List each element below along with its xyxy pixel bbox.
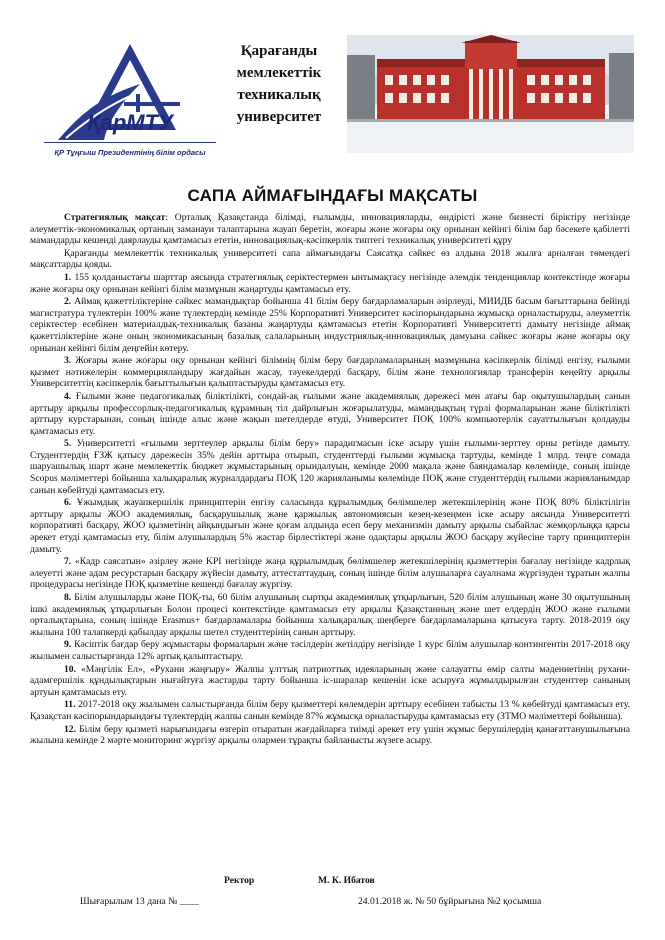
goal-text: Кәсіптік бағдар беру жұмыстары формаларын және тәсілдерін жетілдіру негізінде 1 курс білім алушылар контингентін 2017-2018 оқу жылымен салыстырғанда 12% артық қалыптастыру. — [30, 639, 630, 662]
goal-item — [30, 724, 630, 747]
copies-note: Шығарылым 13 дана № ____ — [80, 896, 199, 907]
goal-number: 8. — [64, 592, 72, 603]
university-name-line: техникалық — [237, 87, 321, 103]
goal-item — [30, 497, 630, 555]
goal-number: 4. — [64, 390, 72, 402]
goal-item — [30, 272, 630, 295]
university-name — [224, 40, 334, 128]
goal-text: Ғылыми және педагогикалық біліктілікті, сондай-ақ ғылыми және академиялық дәрежесі мен атағы бар оқытушылардың санын арттыру арқылы профессорлық-педагогикалық құрамның тіл дайрлығын жоғарылатуды, мамандықтың түрлі формаларынан және біліктілікті арттыру курстарынан, соның ішінде алыс және жақын шетелдерде өтуді, Университет ПОҚ 100% компьютерлік сауаттылығын қолдауды қамтамасыз ету. — [30, 390, 630, 437]
signature-role: Ректор — [224, 875, 255, 886]
goal-item — [30, 438, 630, 496]
goal-number: 9. — [64, 639, 72, 651]
goal-text: «Мәңгілік Ел», «Рухани жаңғыру» Жалпы ұлттық патриоттық идеяларының және салауатты өмір салты мәдениетінің рухани-адамгершілік құндылықтарын нығайтуға жастарды тарту бойынша іс-шаралар кешенін іске асыруға жұмылдырылған студенттер санының артуын қамтамасыз ету. — [30, 663, 630, 698]
signature-name: М. К. Ибатов — [318, 875, 375, 886]
goal-text: Университетті «ғылыми зерттеулер арқылы білім беру» парадигмасын іске асыру үшін ғылыми-зерттеу орны ретінде дамыту. Студенттердің ҒЗЖ қатысу дәрежесін 35% дейін арттыра отырып, студенттерді ғылыми жұмысқа тартуды, кемінде 1 млрд. теңге сомада шаруашылық шарт және мемлекеттік бюджет жұмыстарының орындалуын, кемінде 2000 мақала және баяндамалар көлемінде, соның ішінде Scopus мәліметтері бойынша халықаралық журналдардағы ПОҚ 120 жарияланымы көлемінде ПОҚ және студенттердің ғылыми жарияланымдар санын көбейтуді қамтамасыз ету. — [30, 438, 630, 496]
goal-item — [30, 592, 630, 638]
goal-number: 12. — [64, 723, 76, 735]
university-name-line: Қарағанды — [240, 43, 318, 59]
university-name-line: университет — [236, 109, 322, 125]
goal-number: 7. — [64, 556, 72, 568]
goal-text: «Кадр саясатын» әзірлеу және KPI негізінде жаңа құрылымдық бөлімшелер жетекшілерінің қызметтерін бағалау негізінде кадрлық әлеуетті және адам ресурстарын басқару жүйесін дамыту, аттестаттаудың, соның ішінде білім алушыларға сауалнама жүргізуден тұратын жалпы процедурасы негізінде ПОҚ қызметіне кешенді бағалау жүргізу. — [30, 556, 630, 591]
campus-photo — [347, 35, 634, 153]
intro-paragraph: Қарағанды мемлекеттік техникалық университеті сапа аймағындағы Саясатқа сәйкес өз алдына 2018 жылға арналған төмендегі мақсаттарды қояды. — [30, 247, 630, 271]
goal-number: 5. — [64, 438, 72, 450]
order-note: 24.01.2018 ж. № 50 бұйрығына №2 қосымша — [358, 896, 542, 907]
goal-text: Ұжымдық жауапкершілік принциптерін енгізу саласында құрылымдық бөлімшелер жетекшілерінің және ПОҚ 80% біліктілігін арттыру арқылы ЖОО академиялық, басқарушылық және қаржылық автономиясын кезең-кезеңмен іске асыру аясында Университетті корпоративті басқару, ЖОО қызметінің айқындығын және қоғам алдында есеп беру механизмін дамыту арқылы сыбайлас жемқорлыққа қарсы әрекет етуді қамтамасыз ету, білім алушылардың 5% жастар бірлестіктері және одақтары арқылы ЖОО басқару жүйесіне тарту принциптерін дамыту. — [30, 497, 630, 555]
goal-text: Білім алушыларды және ПОҚ-ты, 60 білім алушының сыртқы академиялық ұтқырлығын, 520 білім алушының және 30 оқытушының ішкі академиялық ұтқырлығын Болон процесі контекстінде қамтамасыз ету арқылы Қазақстанның және шет елдердің ЖОО және ғылыми орталықтарына, соның ішінде Erasmus+ бағдарламалары бойынша халықаралық шеңберге бағдарламаларына қатысуға тарту. 2018-2019 оқу жылына 100 талапкерді қабылдау арқылы шетел студенттерінің санын арттыру. — [30, 592, 630, 638]
university-logo — [44, 40, 216, 160]
goal-item — [30, 639, 630, 662]
goal-item — [30, 699, 630, 722]
strategic-goal-paragraph — [30, 212, 630, 247]
goal-item — [30, 391, 630, 437]
page-title: САПА АЙМАҒЫНДАҒЫ МАҚСАТЫ — [187, 186, 478, 205]
goal-number: 10. — [64, 663, 76, 675]
strategic-goal-text: : Орталық Қазақстанда білімді, ғылымды, инновацияларды, өндірісті және бизнесті біріктіру негізінде әлеуметтік-экономикалық ортаның заманауи талаптарына жауап беретін, жоғары және жоғары оқу орнынан кейінгі білім бар бәсекеге қабілетті мамандарды кешенді даярлауды қамтамасыз ететін, инновациялық-кәсіпкерлік типтегі техникалық университеті құру — [30, 212, 630, 247]
goal-item — [30, 556, 630, 591]
goal-text: Аймақ қажеттіліктеріне сәйкес мамандықтар бойынша 41 білім беру бағдарламаларын әзірлеуді, МИИДБ басым бағыттарына бейінді магистратура түлектерін 100% және түлектердің кемінде 25% Корпоративті Университет кәсіпорындарына жұмысқа орналастыруды, әлеуметтік серіктестер есебінен материалдық-техникалық базаны жаңартуды қамтамасыз ететін Корпоративті Университетті дамыту негізінде аймақ қажеттіліктеріне және оның экономикасының базалық салаларының индустриялық-инновациялық дамуына сәйкес жоғары және жоғары оқу орнынан кейінгі білім деңгейін көтеру. — [30, 296, 630, 354]
goal-number: 3. — [64, 355, 72, 367]
goal-text: Жоғары және жоғары оқу орнынан кейінгі білімнің білім беру бағдарламаларының мазмұнына кәсіпкерлік білімді енгізу, ғылыми қызмет нәтижелерін коммерцияландыру жағдайын жасау, тәуекелдерді басқару, білім және технологиялар трансферін кеңейту арқылы Университеттің кәсіпкерлік бағыттылығын қалыптастыруды қамтамасыз ету. — [30, 355, 630, 390]
goal-text: Білім беру қызметі нарығындағы өзгеріп отыратын жағдайларға тиімді әрекет ету үшін жұмыс берушілердің қанағаттанушылығына жылына кемінде 2 мәрте мониторинг жүргізу арқылы олармен тұрақты байланысты жүзеге асыру. — [30, 723, 630, 747]
goal-number: 11. — [64, 699, 76, 711]
logo-subtitle: ҚР Тұңғыш Президентінің білім ордасы — [54, 148, 206, 157]
goal-number: 6. — [64, 497, 72, 509]
logo-text: ҚарМТУ — [87, 110, 173, 135]
goal-text: 155 қолданыстағы шарттар аясында стратегиялық серіктестермен ынтымақтасу негізінде әлемдік тенденциялар контекстінде жоғары және жоғары оқу орнынан кейінгі білім мазмұнын жаңартуды қамтамасыз ету. — [30, 271, 630, 295]
goal-item — [30, 355, 630, 390]
goal-number: 1. — [64, 271, 72, 283]
strategic-goal-label: Стратегиялық мақсат — [64, 212, 166, 223]
goal-item — [30, 664, 630, 699]
goal-item — [30, 296, 630, 354]
document-body — [30, 212, 630, 748]
university-name-line: мемлекеттік — [236, 65, 322, 81]
goal-text: 2017-2018 оқу жылымен салыстырғанда білім беру қызметтері көлемдерін арттыру есебінен табысты 13 % көбейтуді қамтамасыз ету. Қазақстан кәсіпорындарындағы түлектердің жалпы санын кемінде 87% жұмысқа орналастыруды қамтамасыз ету (ЗТМО мәліметтері бойынша). — [30, 699, 630, 722]
goal-number: 2. — [64, 296, 72, 308]
